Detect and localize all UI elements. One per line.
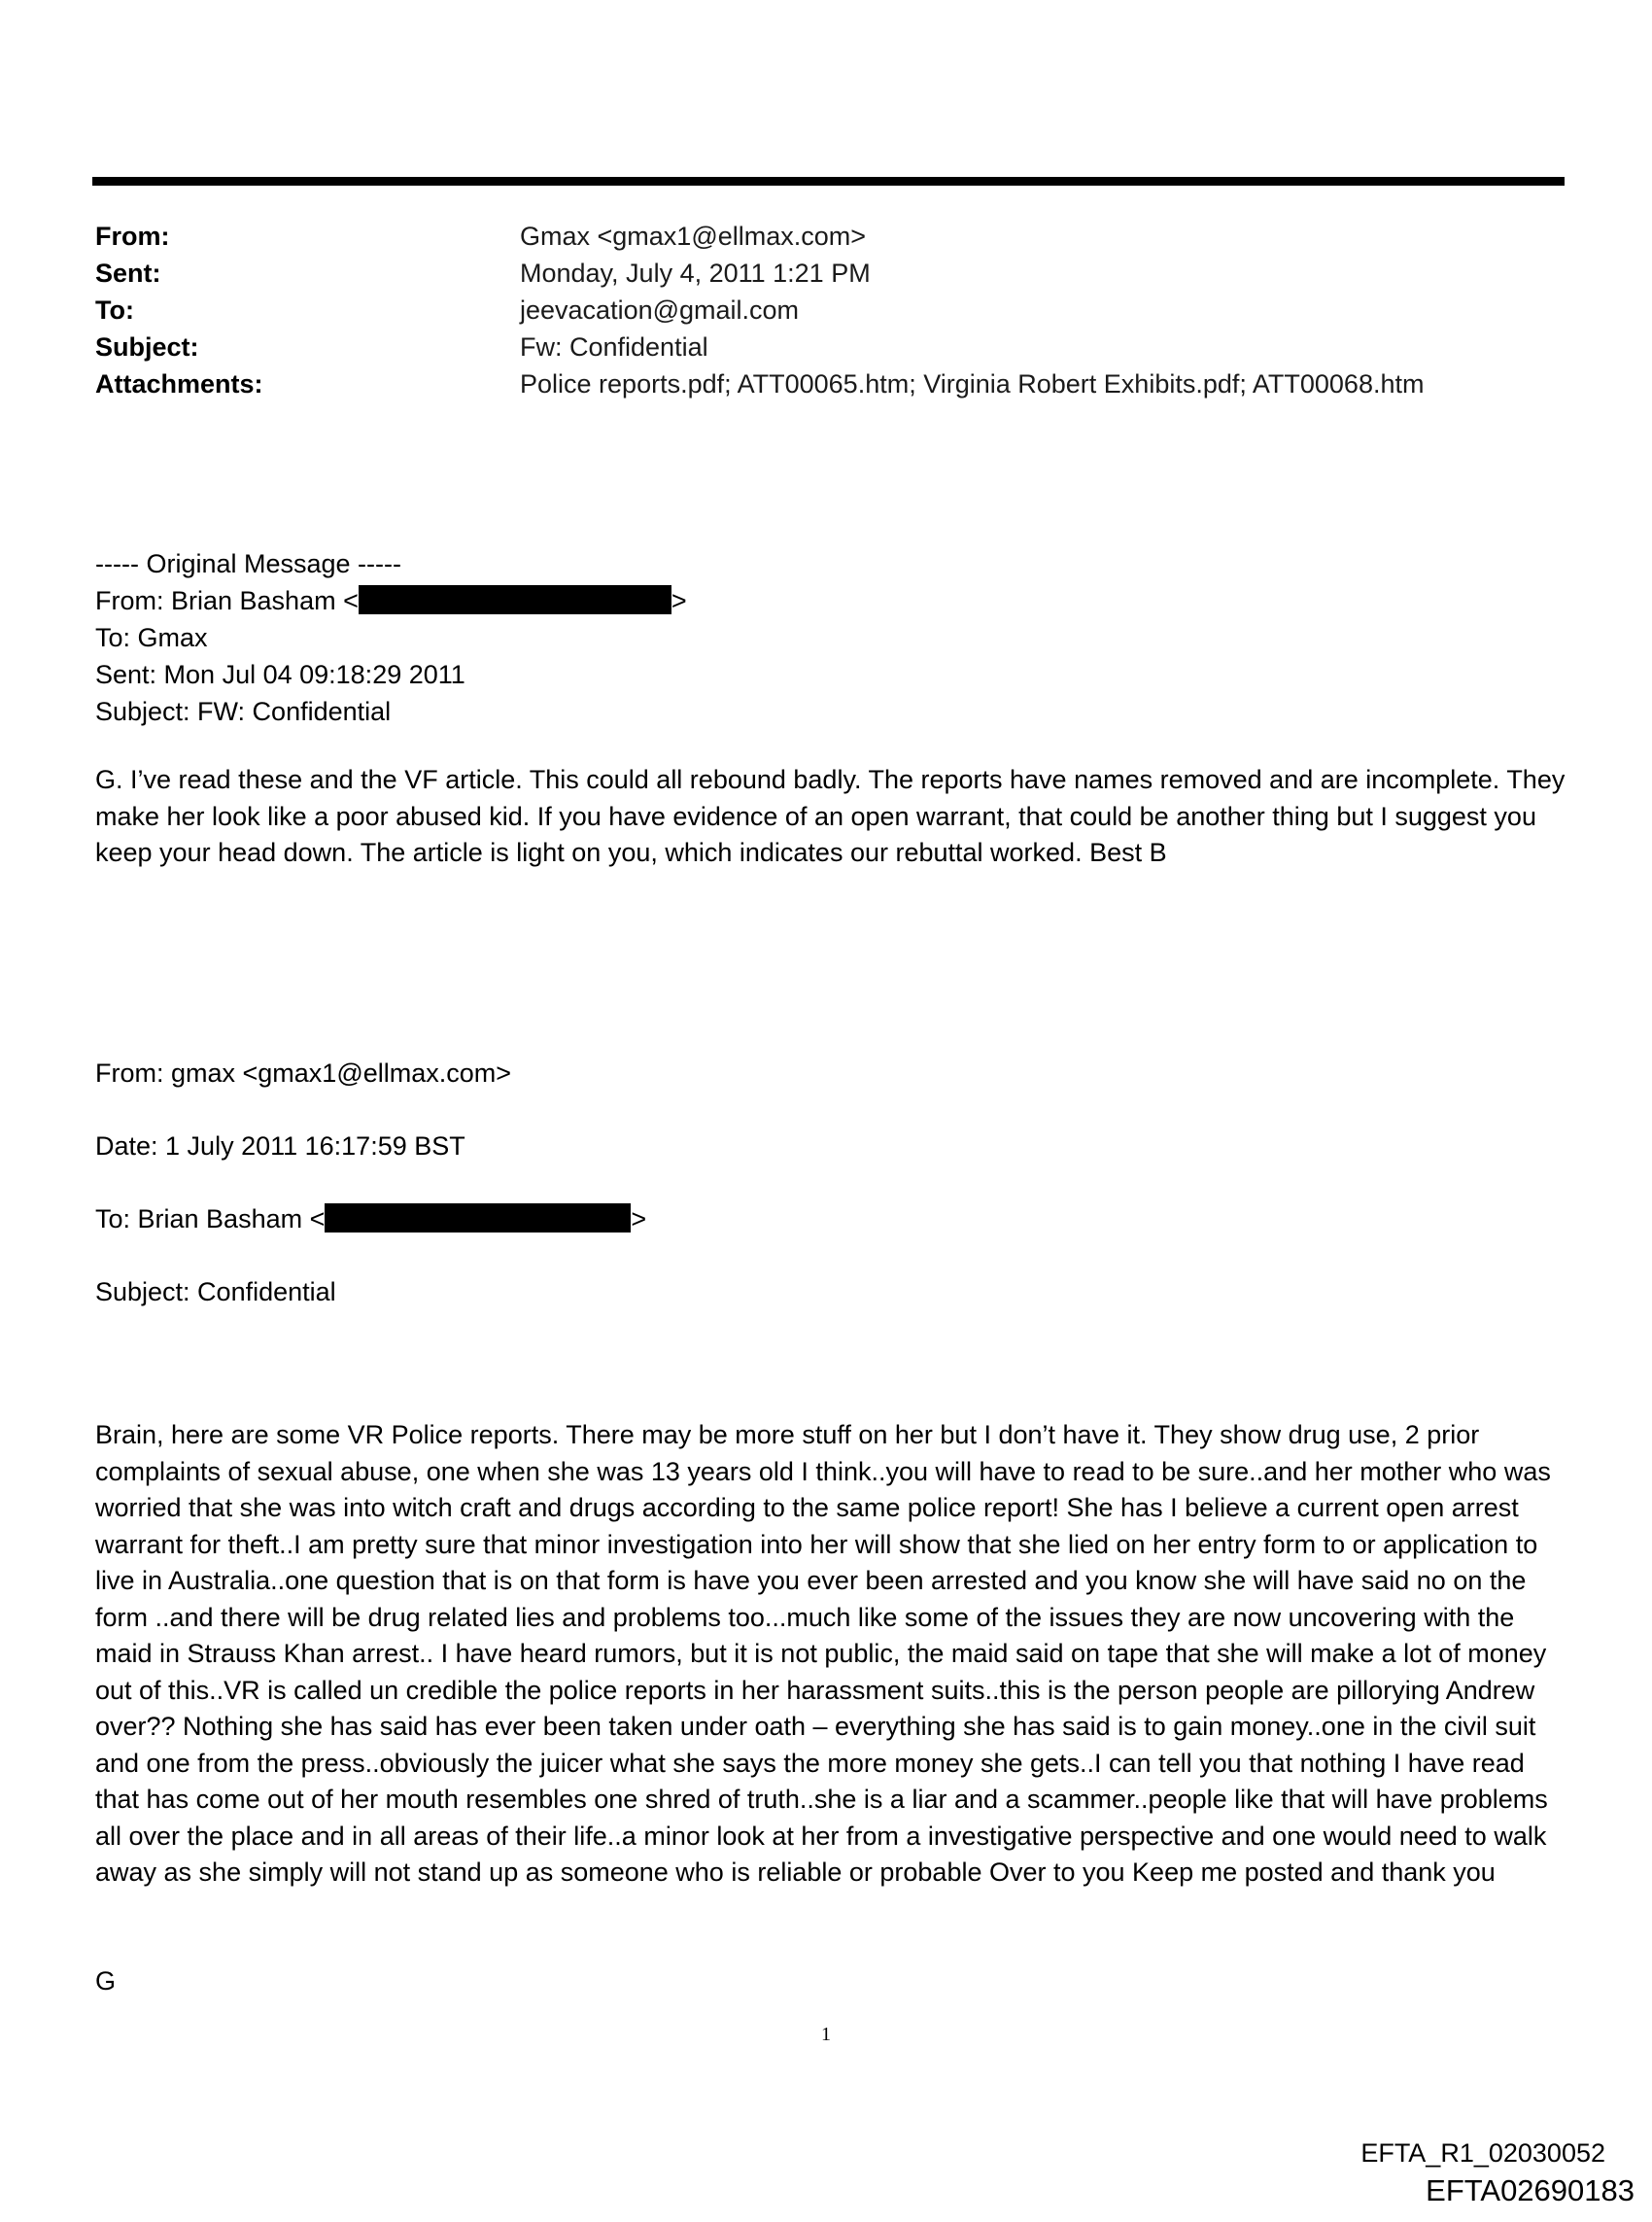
header-label: From: (95, 222, 170, 251)
header-value: Fw: Confidential (520, 332, 708, 362)
header-label: Attachments: (95, 369, 263, 399)
forwarded-from-line: From: gmax <gmax1@ellmax.com> (95, 1059, 512, 1088)
header-row-sent (95, 255, 1424, 292)
original-sent-line: Sent: Mon Jul 04 09:18:29 2011 (95, 660, 465, 689)
header-row-to (95, 292, 1424, 329)
header-value: Monday, July 4, 2011 1:21 PM (520, 259, 871, 288)
email-header (95, 218, 1424, 402)
header-label: Sent: (95, 259, 161, 288)
forwarded-date-line: Date: 1 July 2011 16:17:59 BST (95, 1131, 465, 1161)
header-rule (92, 177, 1565, 186)
original-from-close: > (671, 586, 687, 615)
attachments-list: Police reports.pdf; ATT00065.htm; Virginia Robert Exhibits.pdf; ATT00068.htm (520, 369, 1425, 399)
original-from-text: From: Brian Basham < (95, 586, 359, 615)
forwarded-to-text: To: Brian Basham < (95, 1204, 326, 1233)
page-number: 1 (821, 2024, 831, 2045)
header-value: Gmax <gmax1@ellmax.com> (520, 222, 867, 251)
header-label: Subject: (95, 332, 199, 362)
signature: G (95, 1966, 117, 1996)
forwarded-subject-line: Subject: Confidential (95, 1277, 336, 1306)
original-subject-line: Subject: FW: Confidential (95, 697, 392, 726)
forwarded-to-close: > (631, 1204, 647, 1233)
header-label: To: (95, 295, 134, 325)
redaction-box (359, 585, 671, 614)
reply-body: G. I’ve read these and the VF article. This could all rebound badly. The reports have names removed and are incomplete. They make her look like a poor abused kid. If you have evidence of an open warrant, that could be another thing but I suggest you keep your head down. The article is light on you, which indicates our rebuttal worked. Best B (95, 765, 1566, 867)
header-row-from (95, 218, 1424, 255)
original-to-line: To: Gmax (95, 623, 208, 652)
bates-reference-1: EFTA_R1_02030052 (1360, 2138, 1605, 2168)
forwarded-to-line (95, 1200, 646, 1237)
original-message-header (95, 545, 687, 730)
header-value: jeevacation@gmail.com (520, 295, 800, 325)
forwarded-body: Brain, here are some VR Police reports. There may be more stuff on her but I don’t have it. They show drug use, 2 prior complaints of sexual abuse, one when she was 13 years old I think..you will have to read to be sure..and her mother who was worried that she was into witch craft and drugs according to the same police report! She has I believe a current open arrest warrant for theft..I am pretty sure that minor investigation into her will show that she lied on her entry form to or application to live in Australia..one question that is on that form is have you ever been arrested and you know she will have said no on the form ..and there will be drug related lies and problems too...much like some of the issues they are now uncovering with the maid in Strauss Khan arrest.. I have heard rumors, but it is not public, the maid said on tape that she will make a lot of money out of this..VR is called un credible the police reports in her harassment suits..this is the person people are pillorying Andrew over?? Nothing she has said has ever been taken under oath – everything she has said is to gain money..one in the civil suit and one from the press..obviously the juicer what she says the more money she gets..I can tell you that nothing I have read that has come out of her mouth resembles one shred of truth..she is a liar and a scammer..people like that will have problems all over the place and in all areas of their life..a minor look at her from a investigative perspective and one would need to walk away as she simply will not stand up as someone who is reliable or probable Over to you Keep me posted and thank you (95, 1420, 1551, 1887)
redaction-box (325, 1203, 631, 1233)
bates-reference-2: EFTA02690183 (1426, 2173, 1635, 2207)
header-row-subject (95, 329, 1424, 365)
original-message-divider: ----- Original Message ----- (95, 549, 402, 578)
header-row-attachments (95, 365, 1424, 402)
original-from-line (95, 582, 687, 619)
